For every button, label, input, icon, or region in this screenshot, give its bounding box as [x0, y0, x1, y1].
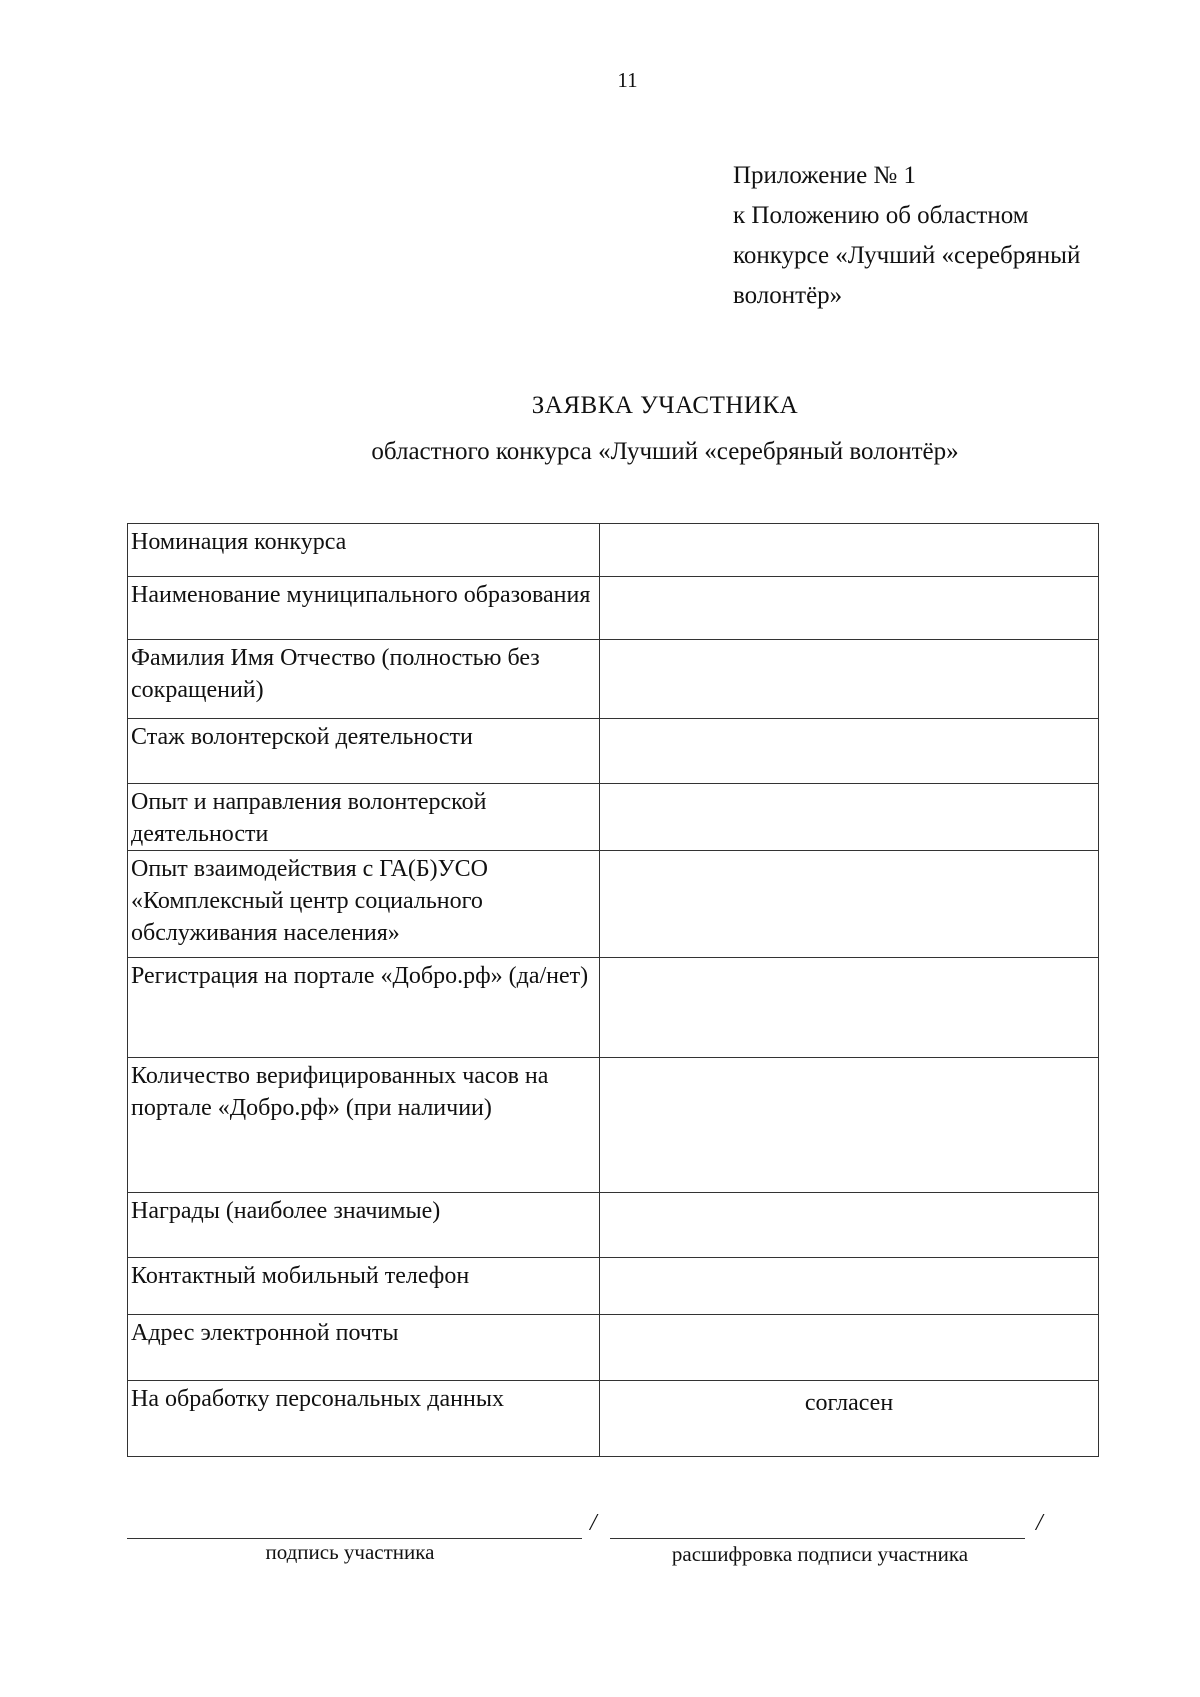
form-row-full-name [128, 640, 1099, 719]
signature-line[interactable] [127, 1538, 582, 1539]
form-row-experience-areas [128, 784, 1099, 851]
appendix-line: волонтёр» [733, 282, 843, 309]
row-value-field[interactable] [600, 1058, 1099, 1193]
signature-decoding-line[interactable] [610, 1538, 1025, 1539]
form-row-phone [128, 1258, 1099, 1315]
row-label: Опыт и направления волонтерской деятельности [128, 784, 600, 851]
row-value-field[interactable] [600, 958, 1099, 1058]
row-label: Регистрация на портале «Добро.рф» (да/нет) [128, 958, 600, 1058]
form-row-cooperation [128, 851, 1099, 958]
form-row-email [128, 1315, 1099, 1381]
form-row-portal-registration [128, 958, 1099, 1058]
row-value-field[interactable] [600, 1258, 1099, 1315]
row-value-field[interactable] [600, 851, 1099, 958]
page-number: 11 [617, 68, 638, 92]
row-value-field[interactable] [600, 1193, 1099, 1258]
row-label: Опыт взаимодействия с ГА(Б)УСО «Комплексный центр социального обслуживания населения» [128, 851, 600, 958]
row-label: Количество верифицированных часов на портале «Добро.рф» (при наличии) [128, 1058, 600, 1193]
row-value-field[interactable] [600, 719, 1099, 784]
row-label: Адрес электронной почты [128, 1315, 600, 1381]
row-label: Награды (наиболее значимые) [128, 1193, 600, 1258]
row-label: Фамилия Имя Отчество (полностью без сокращений) [128, 640, 600, 719]
row-value-field[interactable]: согласен [600, 1381, 1099, 1457]
row-value-field[interactable] [600, 784, 1099, 851]
row-value-field[interactable] [600, 1315, 1099, 1381]
form-row-awards [128, 1193, 1099, 1258]
row-value-field[interactable] [600, 577, 1099, 640]
application-form-table [127, 523, 1099, 1457]
row-label: Наименование муниципального образования [128, 577, 600, 640]
form-row-experience-years [128, 719, 1099, 784]
row-value-field[interactable] [600, 524, 1099, 577]
document-subtitle: областного конкурса «Лучший «серебряный волонтёр» [371, 438, 959, 465]
form-row-nomination [128, 524, 1099, 577]
row-label: Стаж волонтерской деятельности [128, 719, 600, 784]
form-row-verified-hours [128, 1058, 1099, 1193]
form-row-personal-data-consent [128, 1381, 1099, 1457]
signature-separator: / [1036, 1510, 1043, 1536]
signature-decoding-caption: расшифровка подписи участника [671, 1542, 969, 1566]
appendix-note [733, 156, 1173, 316]
row-label: Номинация конкурса [128, 524, 600, 577]
row-value-field[interactable] [600, 640, 1099, 719]
appendix-line: конкурсе «Лучший «серебряный [733, 242, 1081, 269]
signature-caption: подпись участника [265, 1540, 435, 1564]
appendix-line: Приложение № 1 [733, 162, 917, 189]
form-row-municipality [128, 577, 1099, 640]
signature-separator: / [590, 1510, 597, 1536]
row-label: Контактный мобильный телефон [128, 1258, 600, 1315]
appendix-line: к Положению об областном [733, 202, 1029, 229]
document-title: ЗАЯВКА УЧАСТНИКА [531, 392, 799, 419]
row-label: На обработку персональных данных [128, 1381, 600, 1457]
